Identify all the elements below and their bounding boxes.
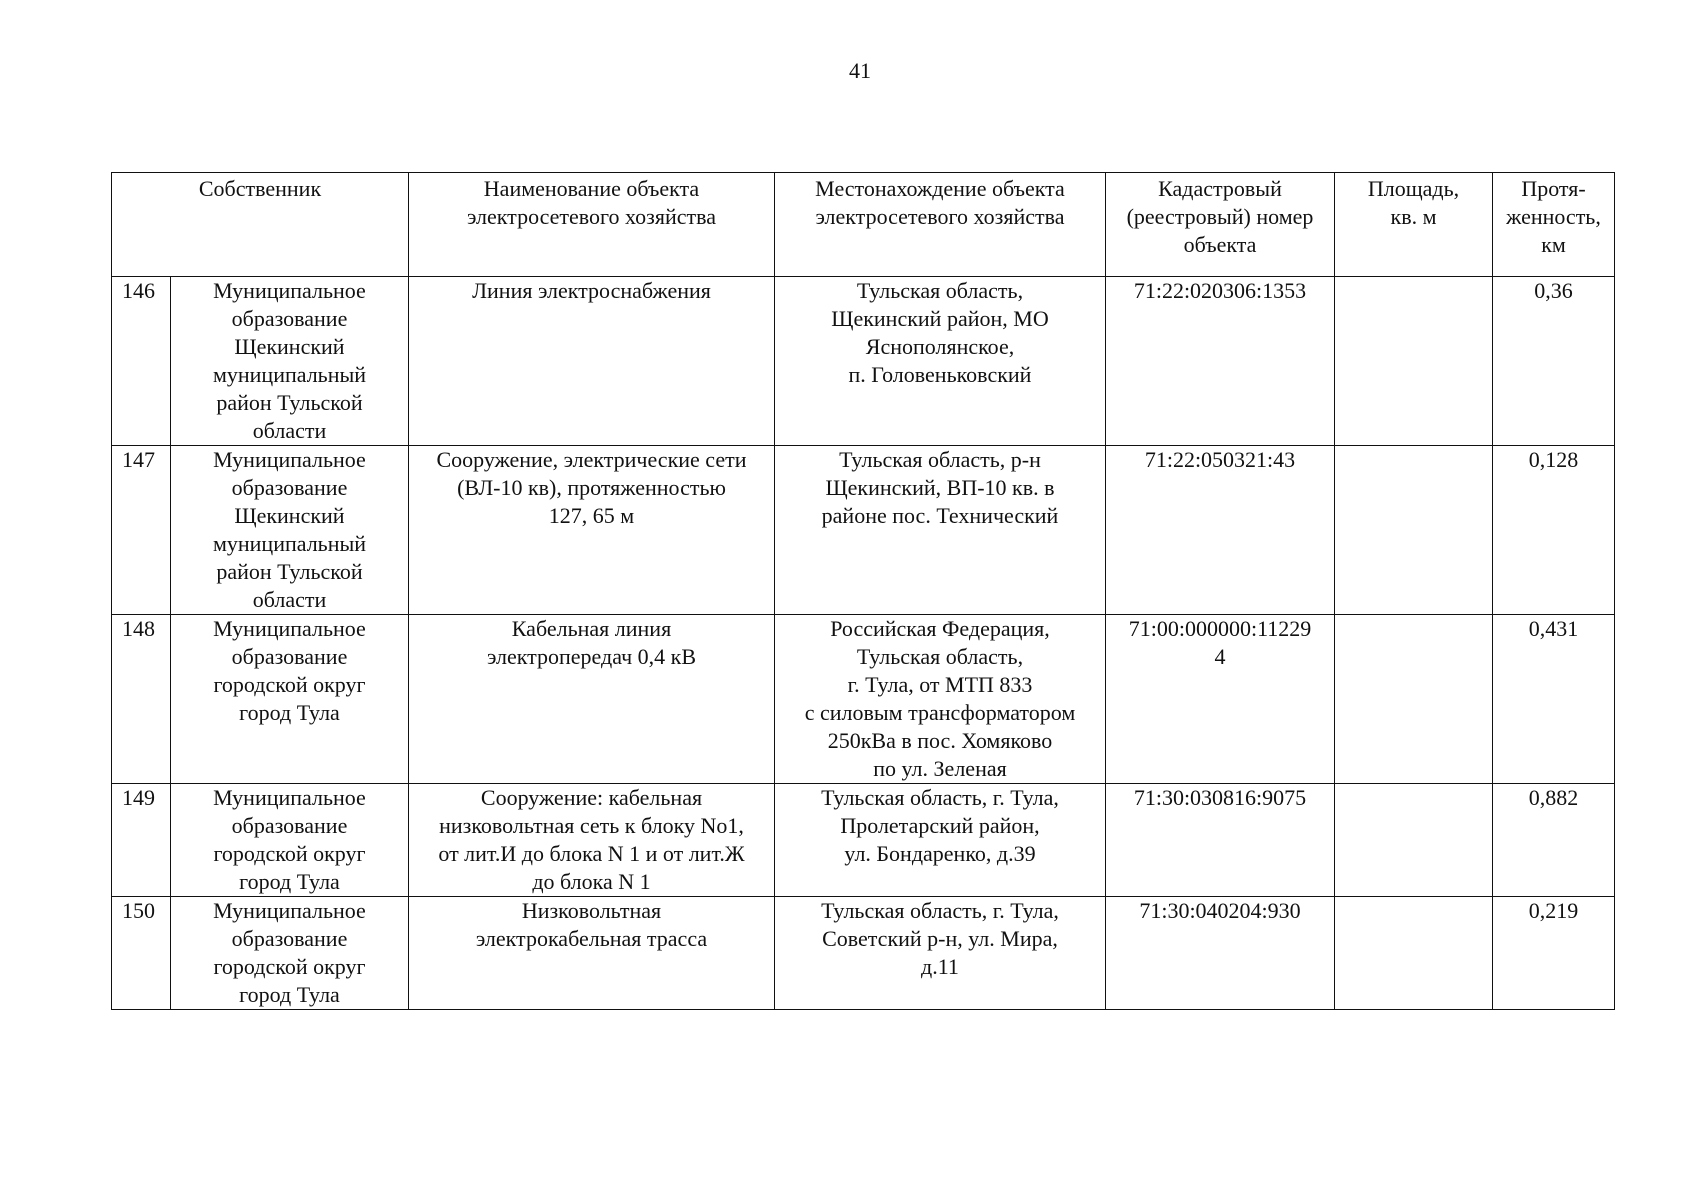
area-cell — [1335, 446, 1493, 615]
area-cell — [1335, 897, 1493, 1010]
table-row — [112, 277, 1615, 446]
cadastral-number-cell: 71:30:040204:930 — [1106, 897, 1335, 1010]
owner-cell: Муниципальное образование городской округ город Тула — [171, 615, 409, 784]
row-number: 148 — [112, 615, 171, 784]
length-cell: 0,219 — [1493, 897, 1615, 1010]
length-cell: 0,431 — [1493, 615, 1615, 784]
location-cell: Российская Федерация, Тульская область, г. Тула, от МТП 833 с силовым трансформатором 250кВа в пос. Хомяково по ул. Зеленая — [775, 615, 1106, 784]
area-cell — [1335, 784, 1493, 897]
object-name-cell: Сооружение, электрические сети (ВЛ-10 кв), протяженностью 127, 65 м — [409, 446, 775, 615]
cadastral-number-cell: 71:22:050321:43 — [1106, 446, 1335, 615]
page-number: 41 — [849, 58, 871, 83]
header-object-name: Наименование объекта электросетевого хозяйства — [409, 173, 775, 277]
header-area: Площадь, кв. м — [1335, 173, 1493, 277]
table-row — [112, 897, 1615, 1010]
location-cell: Тульская область, Щекинский район, МО Яснополянское, п. Головеньковский — [775, 277, 1106, 446]
location-cell: Тульская область, р-н Щекинский, ВП-10 кв. в районе пос. Технический — [775, 446, 1106, 615]
area-cell — [1335, 277, 1493, 446]
length-cell: 0,36 — [1493, 277, 1615, 446]
header-object-location: Местонахождение объекта электросетевого хозяйства — [775, 173, 1106, 277]
owner-cell: Муниципальное образование городской округ город Тула — [171, 784, 409, 897]
owner-cell: Муниципальное образование городской округ город Тула — [171, 897, 409, 1010]
cadastral-number-cell: 71:22:020306:1353 — [1106, 277, 1335, 446]
electric-grid-registry-table — [111, 172, 1615, 1010]
header-owner: Собственник — [112, 173, 409, 277]
location-cell: Тульская область, г. Тула, Советский р-н, ул. Мира, д.11 — [775, 897, 1106, 1010]
area-cell — [1335, 615, 1493, 784]
header-length: Протя- женность, км — [1493, 173, 1615, 277]
length-cell: 0,128 — [1493, 446, 1615, 615]
row-number: 149 — [112, 784, 171, 897]
row-number: 150 — [112, 897, 171, 1010]
row-number: 146 — [112, 277, 171, 446]
table-header-row — [112, 173, 1615, 277]
table-row — [112, 784, 1615, 897]
object-name-cell: Низковольтная электрокабельная трасса — [409, 897, 775, 1010]
cadastral-number-cell: 71:00:000000:11229 4 — [1106, 615, 1335, 784]
owner-cell: Муниципальное образование Щекинский муниципальный район Тульской области — [171, 446, 409, 615]
object-name-cell: Кабельная линия электропередач 0,4 кВ — [409, 615, 775, 784]
table-row — [112, 446, 1615, 615]
length-cell: 0,882 — [1493, 784, 1615, 897]
row-number: 147 — [112, 446, 171, 615]
owner-cell: Муниципальное образование Щекинский муниципальный район Тульской области — [171, 277, 409, 446]
table-row — [112, 615, 1615, 784]
cadastral-number-cell: 71:30:030816:9075 — [1106, 784, 1335, 897]
object-name-cell: Сооружение: кабельная низковольтная сеть к блоку No1, от лит.И до блока N 1 и от лит.Ж до блока N 1 — [409, 784, 775, 897]
object-name-cell: Линия электроснабжения — [409, 277, 775, 446]
header-cadastral-number: Кадастровый (реестровый) номер объекта — [1106, 173, 1335, 277]
location-cell: Тульская область, г. Тула, Пролетарский район, ул. Бондаренко, д.39 — [775, 784, 1106, 897]
